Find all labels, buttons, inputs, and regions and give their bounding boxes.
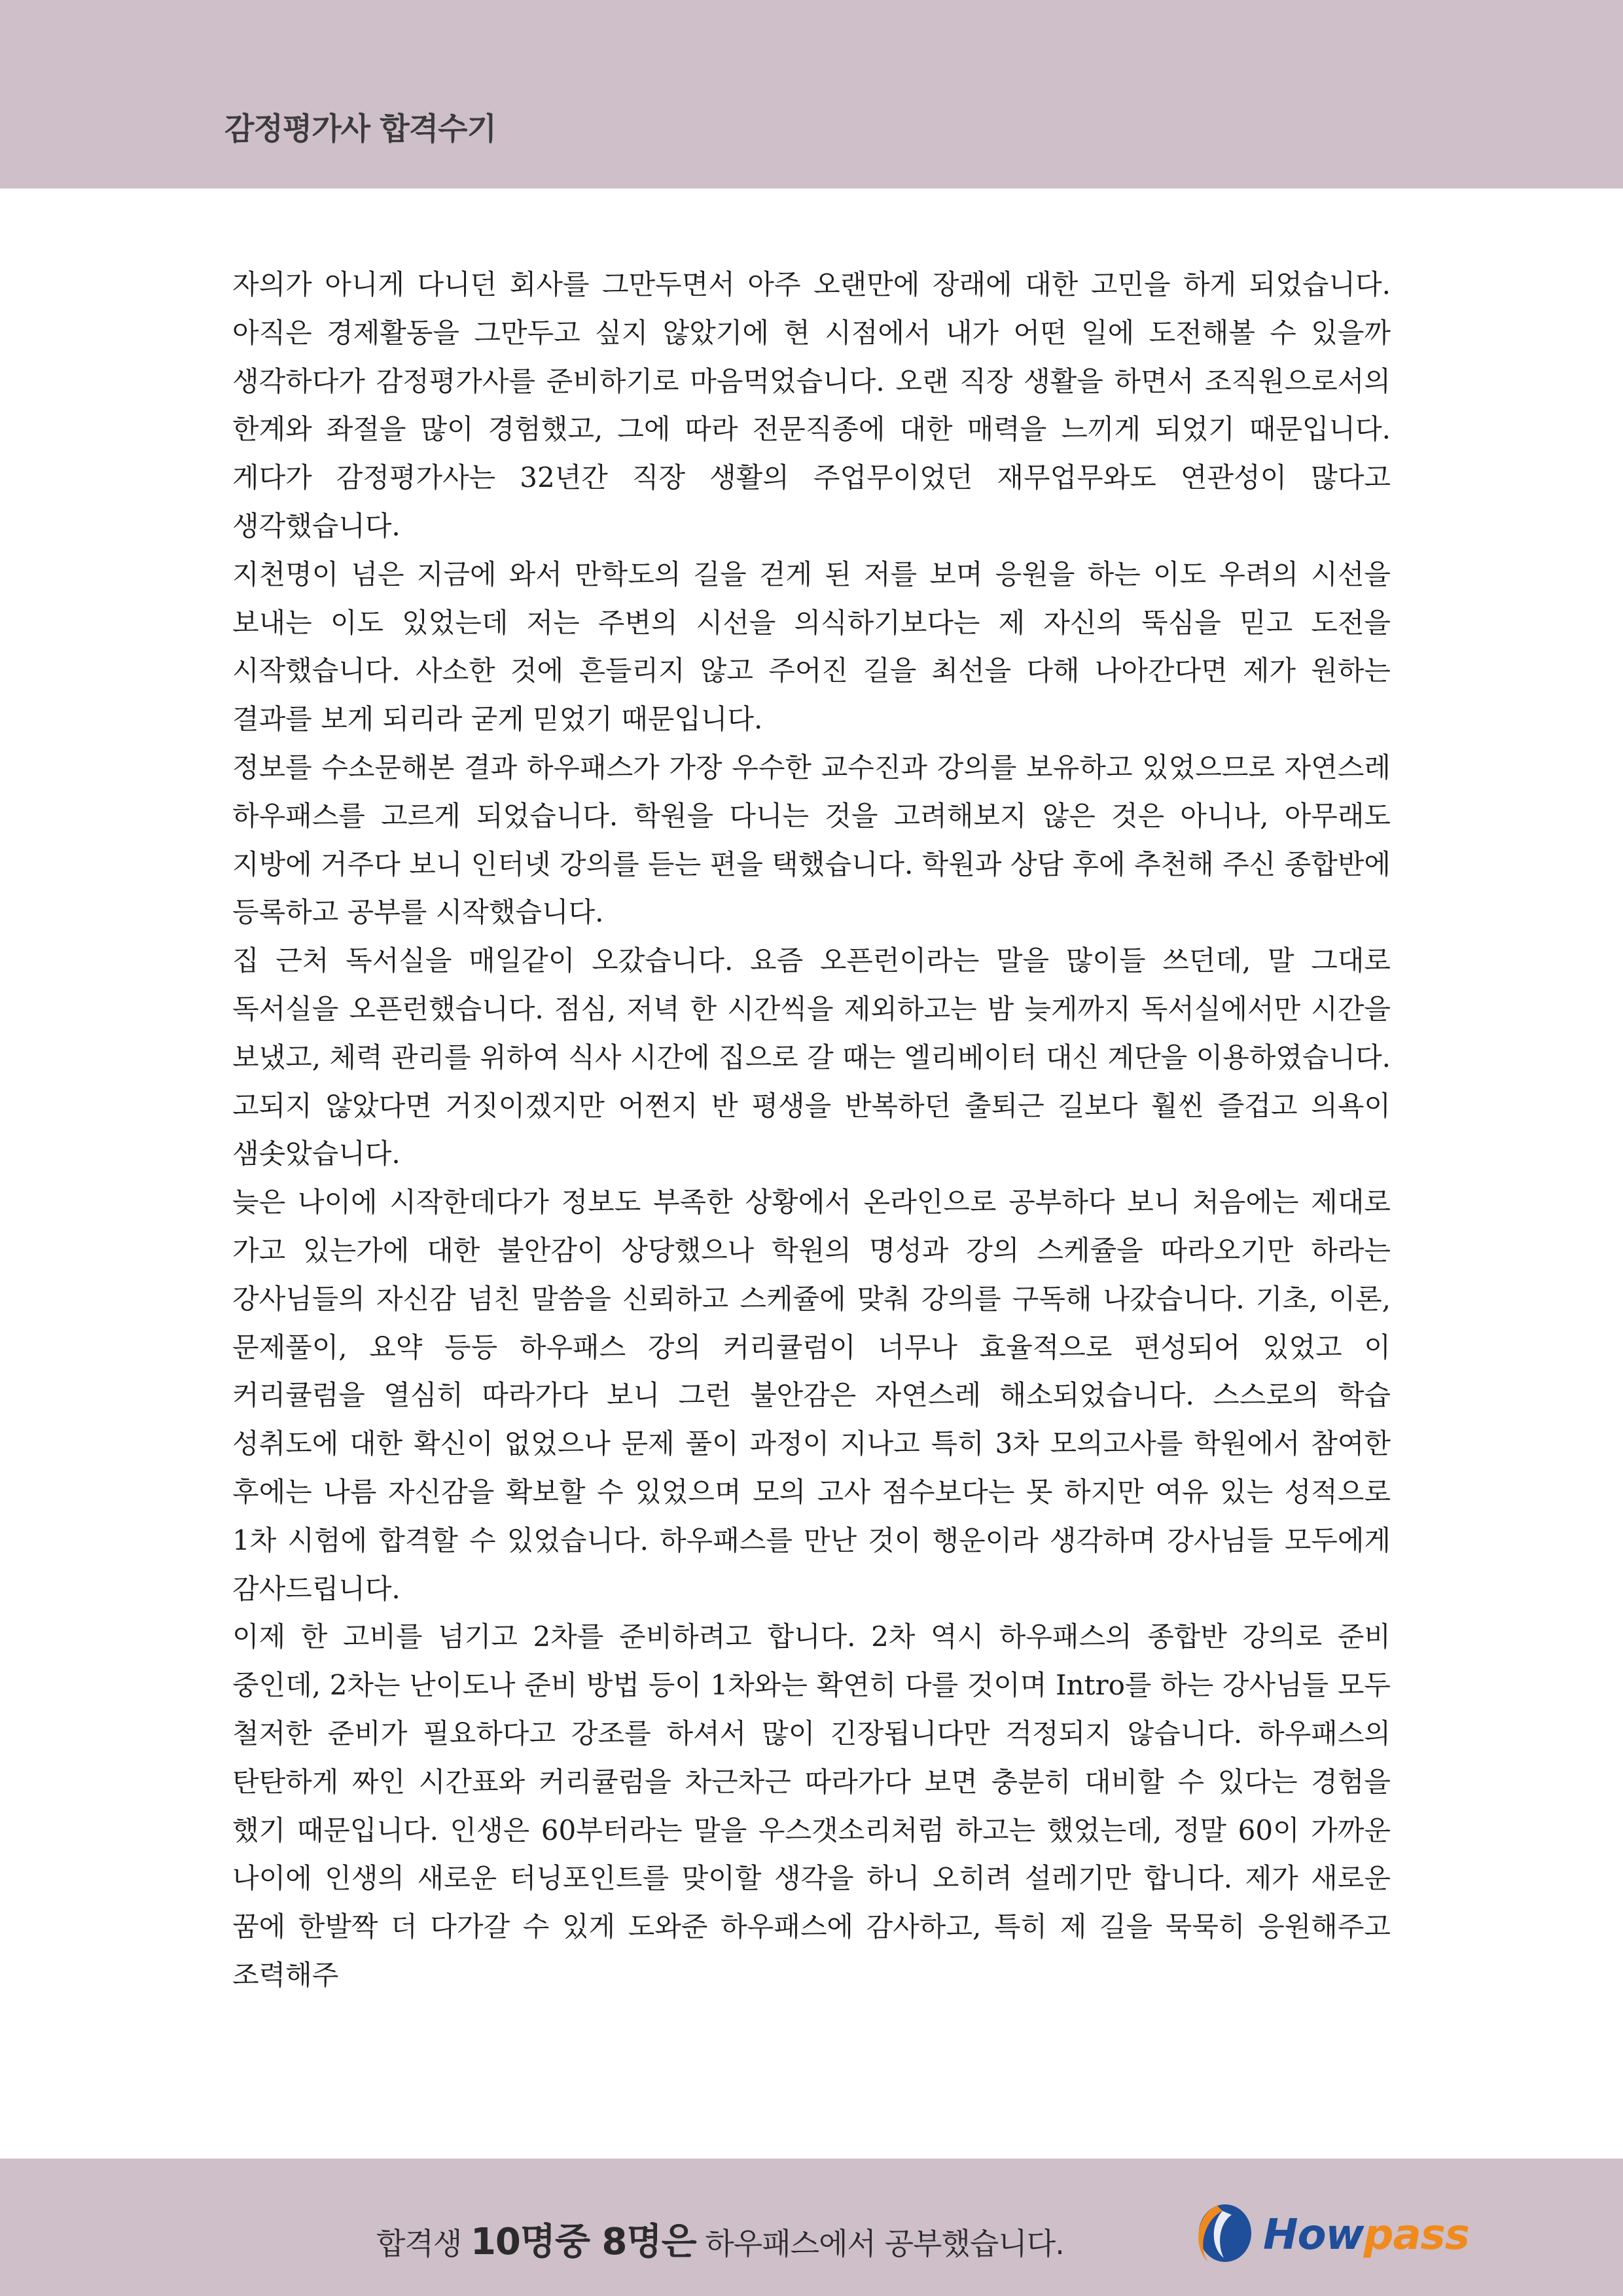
slogan-emphasis: 10명중 8명은	[470, 2221, 696, 2263]
paragraph-2: 지천명이 넘은 지금에 와서 만학도의 길을 걷게 된 저를 보며 응원을 하는 이도 우려의 시선을 보내는 이도 있었는데 저는 주변의 시선을 의식하기보다는 제 자신의 뚝심을 믿고 도전을 시작했습니다. 사소한 것에 흔들리지 않고 주어진 길을 최선을 다해 나아간다면 제가 원하는 결과를 보게 되리라 굳게 믿었기 때문입니다.	[232, 558, 1391, 736]
logo-how: How	[1263, 2211, 1364, 2259]
article-body	[232, 260, 1391, 2000]
paragraph-3: 정보를 수소문해본 결과 하우패스가 가장 우수한 교수진과 강의를 보유하고 있었으므로 자연스레 하우패스를 고르게 되었습니다. 학원을 다니는 것을 고려해보지 않은 것은 아니나, 아무래도 지방에 거주다 보니 인터넷 강의를 듣는 편을 택했습니다. 학원과 상담 후에 추천해 주신 종합반에 등록하고 공부를 시작했습니다.	[232, 751, 1391, 929]
slogan-prefix: 합격생	[376, 2226, 471, 2261]
footer-slogan	[376, 2213, 1064, 2265]
paragraph-1: 자의가 아니게 다니던 회사를 그만두면서 아주 오랜만에 장래에 대한 고민을 하게 되었습니다. 아직은 경제활동을 그만두고 싶지 않았기에 현 시점에서 내가 어떤 일에 도전해볼 수 있을까 생각하다가 감정평가사를 준비하기로 마음먹었습니다. 오랜 직장 생활을 하면서 조직원으로서의 한계와 좌절을 많이 경험했고, 그에 따라 전문직종에 대한 매력을 느끼게 되었기 때문입니다. 게다가 감정평가사는 32년간 직장 생활의 주업무이었던 재무업무와도 연관성이 많다고 생각했습니다.	[232, 268, 1391, 542]
howpass-logo[interactable]	[1185, 2202, 1486, 2265]
paragraph-5: 늦은 나이에 시작한데다가 정보도 부족한 상황에서 온라인으로 공부하다 보니 처음에는 제대로 가고 있는가에 대한 불안감이 상당했으나 학원의 명성과 강의 스케쥴을 따라오기만 하라는 강사님들의 자신감 넘친 말씀을 신뢰하고 스케쥴에 맞춰 강의를 구독해 나갔습니다. 기초, 이론, 문제풀이, 요약 등등 하우패스 강의 커리큘럼이 너무나 효율적으로 편성되어 있었고 이 커리큘럼을 열심히 따라가다 보니 그런 불안감은 자연스레 해소되었습니다. 스스로의 학습 성취도에 대한 확신이 없었으나 문제 풀이 과정이 지나고 특히 3차 모의고사를 학원에서 참여한 후에는 나름 자신감을 확보할 수 있었으며 모의 고사 점수보다는 못 하지만 여유 있는 성적으로 1차 시험에 합격할 수 있었습니다. 하우패스를 만난 것이 행운이라 생각하며 강사님들 모두에게 감사드립니다.	[232, 1186, 1391, 1605]
paragraph-6: 이제 한 고비를 넘기고 2차를 준비하려고 합니다. 2차 역시 하우패스의 종합반 강의로 준비 중인데, 2차는 난이도나 준비 방법 등이 1차와는 확연히 다를 것이며 Intro를 하는 강사님들 모두 철저한 준비가 필요하다고 강조를 하셔서 많이 긴장됩니다만 걱정되지 않습니다. 하우패스의 탄탄하게 짜인 시간표와 커리큘럼을 차근차근 따라가다 보면 충분히 대비할 수 있다는 경험을 했기 때문입니다. 인생은 60부터라는 말을 우스갯소리처럼 하고는 했었는데, 정말 60이 가까운 나이에 인생의 새로운 터닝포인트를 맞이할 생각을 하니 오히려 설레기만 합니다. 제가 새로운 꿈에 한발짝 더 다가갈 수 있게 도와준 하우패스에 감사하고, 특히 제 길을 묵묵히 응원해주고 조력해주	[232, 1621, 1391, 1991]
howpass-wordmark	[1263, 2211, 1469, 2259]
slogan-suffix: 하우패스에서 공부했습니다.	[696, 2226, 1064, 2261]
logo-pass: pass	[1363, 2211, 1469, 2259]
page-title: 감정평가사 합격수기	[224, 111, 496, 147]
header-band	[0, 0, 1623, 188]
paragraph-4: 집 근처 독서실을 매일같이 오갔습니다. 요즘 오픈런이라는 말을 많이들 쓰던데, 말 그대로 독서실을 오픈런했습니다. 점심, 저녁 한 시간씩을 제외하고는 밤 늦게까지 독서실에서만 시간을 보냈고, 체력 관리를 위하여 식사 시간에 집으로 갈 때는 엘리베이터 대신 계단을 이용하였습니다. 고되지 않았다면 거짓이겠지만 어쩐지 반 평생을 반복하던 출퇴근 길보다 훨씬 즐겁고 의욕이 샘솟았습니다.	[232, 944, 1391, 1170]
howpass-logo-icon	[1185, 2202, 1257, 2265]
